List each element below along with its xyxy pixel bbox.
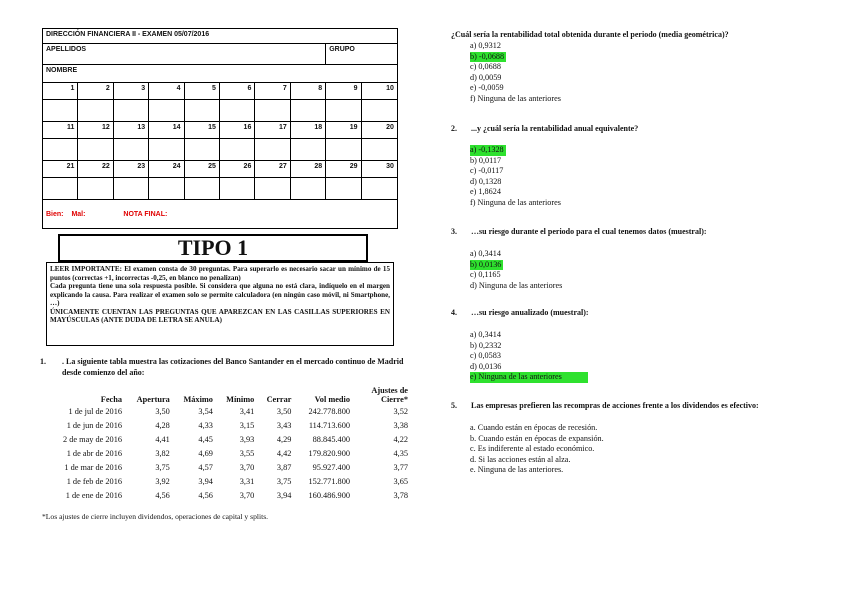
grid-number: 26 bbox=[220, 161, 255, 177]
grid-number: 30 bbox=[386, 163, 394, 170]
grid-number: 3 bbox=[114, 83, 149, 99]
answer-cell[interactable] bbox=[220, 100, 255, 121]
option-correct[interactable] bbox=[470, 52, 561, 63]
question-1-text: . La siguiente tabla muestra las cotizaciones del Banco Santander en el mercado continuo de Madrid desde comienzo del año: bbox=[62, 357, 404, 377]
option[interactable]: e) -0,0059 bbox=[470, 83, 504, 93]
option[interactable]: f) Ninguna de las anteriores bbox=[470, 93, 561, 103]
answer-cell[interactable] bbox=[43, 139, 78, 160]
grid-number: 1 bbox=[43, 83, 78, 99]
answer-cell[interactable] bbox=[149, 139, 184, 160]
cell: 3,50 bbox=[155, 406, 170, 416]
mal-label: Mal: bbox=[71, 211, 86, 218]
q2-options bbox=[470, 145, 561, 209]
col-cerrar: Cerrar bbox=[266, 395, 292, 404]
grid-number: 24 bbox=[149, 161, 184, 177]
cell: 3,87 bbox=[276, 462, 292, 472]
answer-cell[interactable] bbox=[78, 139, 113, 160]
grid-number: 5 bbox=[185, 83, 220, 99]
table-header-row bbox=[42, 382, 410, 404]
cell: 95.927.400 bbox=[312, 462, 350, 472]
cell: 3,94 bbox=[198, 476, 213, 486]
cell: 3,70 bbox=[239, 462, 255, 472]
answer-cell[interactable] bbox=[326, 100, 361, 121]
cell: 3,75 bbox=[155, 462, 170, 472]
q4-text: …su riesgo anualizado (muestral): bbox=[471, 308, 589, 317]
grid-number: 23 bbox=[114, 161, 149, 177]
option[interactable]: d. Si las acciones están al alza. bbox=[470, 454, 571, 464]
table-row bbox=[42, 418, 410, 432]
cell: 3,55 bbox=[239, 448, 255, 458]
exam-title: DIRECCIÓN FINANCIERA II - EXAMEN 05/07/2016 bbox=[46, 31, 210, 38]
answer-cell[interactable] bbox=[185, 100, 220, 121]
question-1-title bbox=[40, 356, 410, 378]
answer-cell[interactable] bbox=[326, 139, 361, 160]
answer-cell[interactable] bbox=[220, 178, 255, 199]
q2-text: ...y ¿cuál sería la rentabilidad anual equivalente? bbox=[471, 124, 639, 133]
answer-cell[interactable] bbox=[185, 178, 220, 199]
option-correct[interactable] bbox=[470, 260, 562, 271]
exam-type-title: TIPO 1 bbox=[58, 234, 368, 262]
option[interactable]: d) 0,0136 bbox=[470, 361, 502, 371]
cell: 4,56 bbox=[155, 490, 170, 500]
cell: 152.771.800 bbox=[308, 476, 350, 486]
highlight: e) Ninguna de las anteriores bbox=[470, 372, 588, 383]
cell: 1 de ene de 2016 bbox=[65, 490, 122, 500]
cell: 3,94 bbox=[276, 490, 292, 500]
table-row bbox=[42, 404, 410, 418]
answer-cell[interactable] bbox=[78, 178, 113, 199]
instructions-p2: Cada pregunta tiene una sola respuesta posible. Si considera que alguna no está clara, indíquelo en el margen explicando la causa. Para realizar el examen solo se permite calculadora (en ningún caso móvil, ni Smartphone, …) bbox=[50, 282, 390, 307]
q5-number: 5. bbox=[451, 401, 457, 410]
instructions-box bbox=[46, 262, 394, 346]
grid-number: 27 bbox=[255, 161, 290, 177]
answer-cell[interactable] bbox=[255, 178, 290, 199]
option[interactable]: a) 0,9312 bbox=[470, 41, 501, 50]
grid-number: 29 bbox=[326, 161, 361, 177]
cell: 1 de feb de 2016 bbox=[66, 476, 122, 486]
table-row bbox=[42, 474, 410, 488]
option[interactable]: a. Cuando están en épocas de recesión. bbox=[470, 423, 598, 432]
col-vol-medio: Vol medio bbox=[314, 395, 350, 404]
q4-options bbox=[470, 330, 588, 383]
cell: 4,28 bbox=[155, 420, 170, 430]
option[interactable]: b) 0,2332 bbox=[470, 340, 502, 350]
cell: 3,31 bbox=[239, 476, 255, 486]
cell: 3,50 bbox=[276, 406, 292, 416]
answer-cell[interactable] bbox=[255, 139, 290, 160]
q1-options bbox=[470, 41, 561, 105]
grid-number: 8 bbox=[291, 83, 326, 99]
highlight: b) -0,0688 bbox=[470, 51, 505, 61]
question-4 bbox=[451, 308, 821, 318]
cell: 4,57 bbox=[198, 462, 213, 472]
cell: 3,54 bbox=[198, 406, 213, 416]
option[interactable]: c) -0,0117 bbox=[470, 166, 504, 176]
q4-number: 4. bbox=[451, 308, 457, 317]
answer-cell[interactable] bbox=[291, 100, 326, 121]
question-5 bbox=[451, 401, 821, 411]
grid-number: 10 bbox=[386, 85, 394, 92]
cell: 3,78 bbox=[393, 490, 408, 500]
answer-cell[interactable] bbox=[362, 139, 397, 160]
option[interactable]: c) 0,1165 bbox=[470, 270, 501, 280]
q5-text: Las empresas prefieren las recompras de acciones frente a los dividendos es efectivo: bbox=[471, 401, 759, 410]
cell: 114.713.600 bbox=[308, 420, 350, 430]
apellidos-field[interactable]: APELLIDOS bbox=[43, 44, 326, 64]
cell: 4,42 bbox=[276, 448, 292, 458]
option[interactable]: a) 0,3414 bbox=[470, 249, 501, 258]
grid-number: 28 bbox=[291, 161, 326, 177]
grid-number: 12 bbox=[78, 122, 113, 138]
cell: 1 de abr de 2016 bbox=[66, 448, 122, 458]
cell: 242.778.800 bbox=[308, 406, 350, 416]
q3-text: …su riesgo durante el periodo para el cual tenemos datos (muestral): bbox=[471, 227, 707, 236]
option-correct[interactable] bbox=[470, 372, 588, 383]
nota-final-label: NOTA FINAL: bbox=[123, 211, 168, 218]
cell: 4,69 bbox=[198, 448, 213, 458]
instructions-p1: LEER IMPORTANTE: El examen consta de 30 preguntas. Para superarlo es necesario sacar un mínimo de 15 puntos (correctas +1, incorrectas -0,25, en blanco no penalizan) bbox=[50, 265, 390, 282]
option[interactable]: d) 0,1328 bbox=[470, 176, 502, 186]
answer-cell[interactable] bbox=[220, 139, 255, 160]
grid-number: 19 bbox=[326, 122, 361, 138]
answer-cell[interactable] bbox=[114, 178, 149, 199]
grid-number: 11 bbox=[43, 122, 78, 138]
question-2 bbox=[451, 124, 821, 134]
grid-number: 20 bbox=[386, 124, 394, 131]
grid-number: 7 bbox=[255, 83, 290, 99]
option[interactable]: c. Es indiferente al estado económico. bbox=[470, 444, 595, 454]
q3-number: 3. bbox=[451, 227, 457, 236]
option[interactable]: b) 0,0117 bbox=[470, 155, 502, 165]
answer-cell[interactable] bbox=[114, 139, 149, 160]
table-footnote: *Los ajustes de cierre incluyen dividendos, operaciones de capital y splits. bbox=[42, 512, 269, 521]
table-row bbox=[42, 488, 410, 502]
table-row bbox=[42, 446, 410, 460]
answer-cell[interactable] bbox=[149, 100, 184, 121]
cell: 3,70 bbox=[239, 490, 255, 500]
option-correct[interactable] bbox=[470, 145, 561, 156]
option[interactable]: b. Cuando están en épocas de expansión. bbox=[470, 433, 604, 443]
option[interactable]: d) Ninguna de las anteriores bbox=[470, 280, 563, 290]
col-apertura: Apertura bbox=[136, 395, 170, 404]
highlight: a) -0,1328 bbox=[470, 145, 504, 154]
cell: 3,52 bbox=[393, 406, 408, 416]
option[interactable]: f) Ninguna de las anteriores bbox=[470, 197, 561, 207]
cell: 1 de jun de 2016 bbox=[66, 420, 122, 430]
option[interactable]: c) 0,0583 bbox=[470, 351, 501, 361]
option[interactable]: e. Ninguna de las anteriores. bbox=[470, 465, 564, 475]
cell: 1 de jul de 2016 bbox=[68, 406, 122, 416]
grid-number: 13 bbox=[114, 122, 149, 138]
grid-number: 16 bbox=[220, 122, 255, 138]
cell: 1 de mar de 2016 bbox=[64, 462, 122, 472]
answer-cell[interactable] bbox=[291, 139, 326, 160]
q2-number: 2. bbox=[451, 124, 457, 133]
grid-number: 2 bbox=[78, 83, 113, 99]
question-3 bbox=[451, 227, 821, 237]
score-row bbox=[43, 200, 397, 228]
answer-cell[interactable] bbox=[78, 100, 113, 121]
cell: 4,45 bbox=[198, 434, 213, 444]
cell: 4,41 bbox=[155, 434, 170, 444]
col-minimo: Mínimo bbox=[226, 395, 255, 404]
grid-number: 25 bbox=[185, 161, 220, 177]
answer-cell[interactable] bbox=[362, 178, 397, 199]
cell: 3,77 bbox=[393, 462, 408, 472]
instructions-p3: ÚNICAMENTE CUENTAN LAS PREGUNTAS QUE APAREZCAN EN LAS CASILLAS SUPERIORES EN MAYÚSCULAS (ANTE DUDA DE LETRA SE ANULA) bbox=[50, 307, 390, 324]
cell: 4,56 bbox=[198, 490, 213, 500]
col-ajustes: Ajustes de Cierre* bbox=[371, 386, 408, 404]
answer-cell[interactable] bbox=[114, 100, 149, 121]
cell: 4,22 bbox=[393, 434, 408, 444]
q5-options bbox=[470, 423, 604, 476]
col-fecha: Fecha bbox=[100, 395, 122, 404]
option[interactable]: d) 0,0059 bbox=[470, 72, 502, 82]
col-maximo: Máximo bbox=[183, 395, 213, 404]
cell: 3,93 bbox=[239, 434, 255, 444]
q1-subquestion: ¿Cuál sería la rentabilidad total obtenida durante el periodo (media geométrica)? bbox=[451, 30, 729, 39]
table-row bbox=[42, 460, 410, 474]
cell: 160.486.900 bbox=[308, 490, 350, 500]
grid-number: 22 bbox=[78, 161, 113, 177]
cell: 3,15 bbox=[239, 420, 255, 430]
cell: 4,33 bbox=[198, 420, 213, 430]
bien-label: Bien: bbox=[46, 211, 64, 218]
question-1-number: 1. bbox=[40, 357, 46, 366]
cell: 3,43 bbox=[276, 420, 292, 430]
answer-cell[interactable] bbox=[362, 100, 397, 121]
grid-number: 18 bbox=[291, 122, 326, 138]
q3-options bbox=[470, 249, 562, 291]
answer-grid bbox=[42, 28, 398, 229]
option[interactable]: c) 0,0688 bbox=[470, 62, 501, 72]
grid-number: 17 bbox=[255, 122, 290, 138]
grid-number: 21 bbox=[43, 161, 78, 177]
cell: 179.820.900 bbox=[308, 448, 350, 458]
cell: 2 de may de 2016 bbox=[63, 434, 122, 444]
cell: 88.845.400 bbox=[312, 434, 350, 444]
grid-number: 15 bbox=[185, 122, 220, 138]
cell: 4,35 bbox=[393, 448, 408, 458]
grid-number: 4 bbox=[149, 83, 184, 99]
cell: 3,75 bbox=[276, 476, 292, 486]
grupo-field[interactable]: GRUPO bbox=[329, 46, 355, 53]
highlight: b) 0,0136 bbox=[470, 259, 502, 269]
answer-cell[interactable] bbox=[149, 178, 184, 199]
answer-cell[interactable] bbox=[43, 178, 78, 199]
option[interactable]: e) 1,8624 bbox=[470, 187, 501, 197]
answer-cell[interactable] bbox=[255, 100, 290, 121]
grid-number: 6 bbox=[220, 83, 255, 99]
answer-cell[interactable] bbox=[185, 139, 220, 160]
answer-cell[interactable] bbox=[43, 100, 78, 121]
stock-table bbox=[42, 382, 410, 502]
cell: 3,41 bbox=[239, 406, 255, 416]
cell: 4,29 bbox=[276, 434, 292, 444]
grid-number: 9 bbox=[326, 83, 361, 99]
grid-number: 14 bbox=[149, 122, 184, 138]
cell: 3,38 bbox=[393, 420, 408, 430]
answer-cell[interactable] bbox=[326, 178, 361, 199]
cell: 3,82 bbox=[155, 448, 170, 458]
nombre-field[interactable]: NOMBRE bbox=[46, 67, 78, 74]
answer-cell[interactable] bbox=[291, 178, 326, 199]
cell: 3,65 bbox=[393, 476, 408, 486]
option[interactable]: a) 0,3414 bbox=[470, 330, 501, 339]
cell: 3,92 bbox=[155, 476, 170, 486]
table-row bbox=[42, 432, 410, 446]
